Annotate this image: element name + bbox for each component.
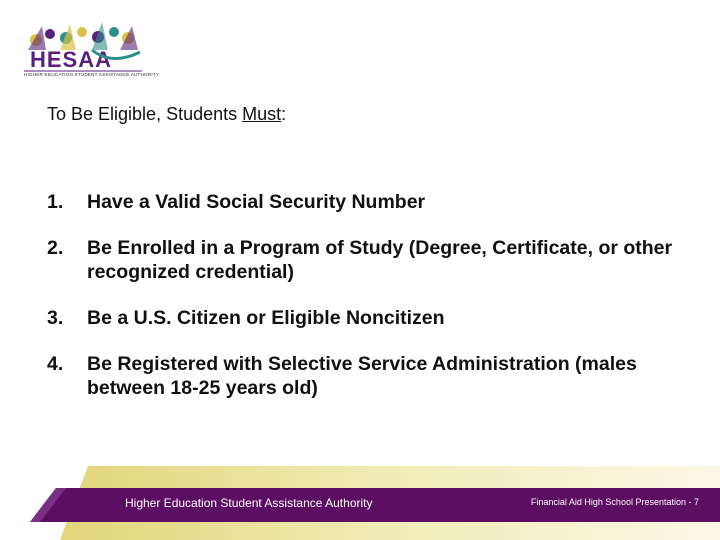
requirement-text: Be Registered with Selective Service Administration (males between 18-25 years old) (87, 353, 637, 399)
requirement-item (47, 236, 687, 284)
heading-suffix: : (281, 104, 287, 124)
logo-wordmark: HESAA (30, 47, 113, 72)
requirement-text: Be a U.S. Citizen or Eligible Noncitizen (87, 307, 445, 329)
requirement-number: 2. (47, 237, 64, 259)
slide-heading (47, 104, 286, 125)
heading-emphasis: Must (242, 104, 282, 124)
footer-slide-label: Financial Aid High School Presentation - 7 (530, 497, 699, 507)
requirement-number: 4. (47, 353, 64, 375)
requirement-text: Have a Valid Social Security Number (87, 191, 426, 213)
requirement-text: Be Enrolled in a Program of Study (Degree, Certificate, or other recognized credential) (87, 237, 673, 283)
requirement-item (47, 190, 687, 214)
hesaa-logo-graphic (22, 20, 144, 80)
requirement-number: 3. (47, 307, 64, 329)
logo-tagline: HIGHER EDUCATION STUDENT ASSISTANCE AUTHORITY (24, 72, 160, 77)
requirement-item (47, 352, 687, 400)
heading-prefix: To Be Eligible, Students (47, 104, 243, 124)
hesaa-logo (22, 20, 144, 80)
requirement-item (47, 306, 687, 330)
footer-organization: Higher Education Student Assistance Authority (125, 496, 373, 510)
eligibility-requirements-list (47, 190, 687, 422)
requirement-number: 1. (47, 191, 64, 213)
